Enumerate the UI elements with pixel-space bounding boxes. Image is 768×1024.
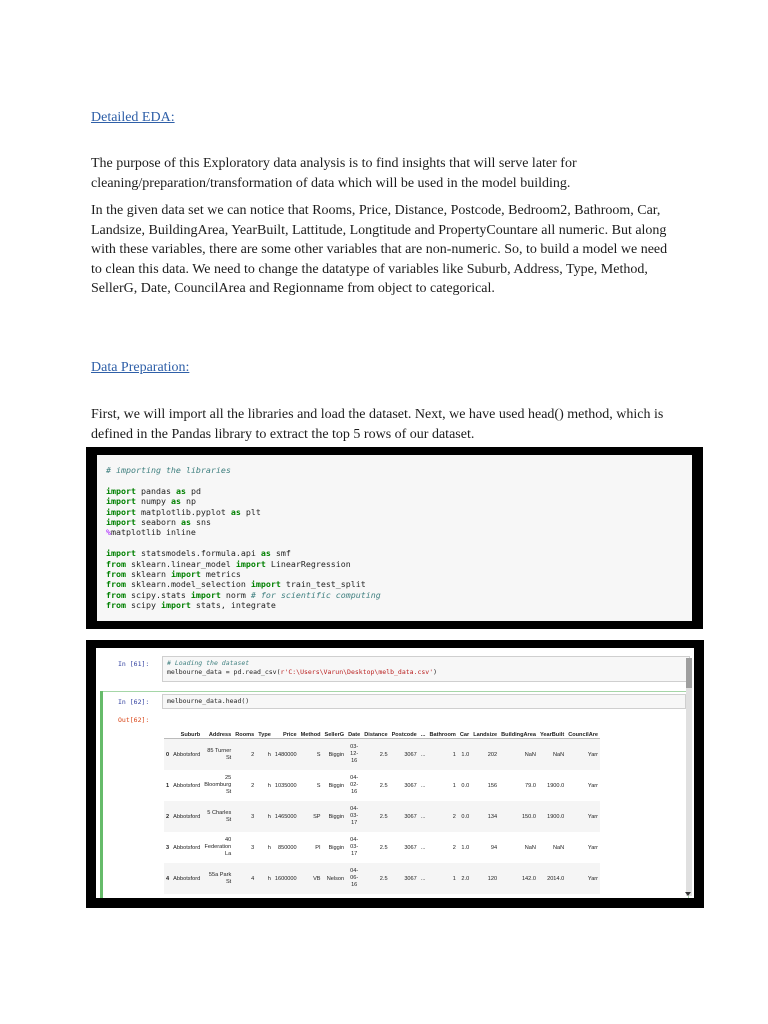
code-name: metrics <box>200 569 241 580</box>
table-cell: Biggin <box>323 801 347 832</box>
code-keyword: import <box>106 496 136 507</box>
table-cell: h <box>256 801 273 832</box>
table-cell: 2.5 <box>362 739 389 771</box>
code-name: stats, integrate <box>190 600 276 611</box>
table-cell: 1.0 <box>461 844 470 851</box>
table-cell: S <box>299 739 323 771</box>
code-keyword: import <box>190 589 221 600</box>
code-module: matplotlib.pyplot <box>135 506 231 517</box>
table-cell: 2.0 <box>458 863 471 894</box>
scroll-down-arrow-icon[interactable] <box>685 892 691 896</box>
column-header: Type <box>256 722 273 739</box>
notebook-area <box>96 648 694 898</box>
from-import-line <box>106 569 683 579</box>
table-cell: 04- 03- 17 <box>350 837 359 857</box>
table-cell: 2.5 <box>379 844 388 851</box>
code-comment: # for scientific computing <box>250 589 381 600</box>
table-cell: 40 Federation La <box>204 837 232 857</box>
table-cell: SP <box>299 801 323 832</box>
eda-heading[interactable]: Detailed EDA: <box>91 110 175 125</box>
code-keyword: import <box>106 548 136 559</box>
dataframe-table <box>164 722 600 894</box>
code-keyword: from <box>106 558 126 569</box>
table-cell: Abbotsford <box>173 782 201 789</box>
code-keyword: as <box>260 548 271 559</box>
code-keyword: from <box>106 569 126 580</box>
table-cell: Yarr <box>587 844 599 851</box>
column-header: Distance <box>362 722 389 739</box>
row-index: 4 <box>164 863 171 894</box>
import-line <box>106 548 683 558</box>
code-keyword: import <box>160 600 191 611</box>
row-index: 0 <box>164 739 171 771</box>
code-name: pd <box>185 485 201 496</box>
code-name: plt <box>240 506 261 517</box>
table-cell: 1900.0 <box>547 782 565 789</box>
table-cell: ... <box>420 782 426 789</box>
column-header: Car <box>458 722 471 739</box>
cell1-code-path: r'C:\Users\Varun\Desktop\melb_data.csv' <box>280 667 434 676</box>
row-index: 3 <box>166 844 170 851</box>
code-keyword: import <box>170 569 201 580</box>
table-header-row <box>164 722 600 739</box>
table-cell: 134 <box>471 801 499 832</box>
column-header: CouncilAre <box>566 722 600 739</box>
code-keyword: as <box>180 517 191 528</box>
table-cell: 04- 06- 16 <box>346 863 362 894</box>
table-cell: 04- 02- 16 <box>350 775 359 795</box>
column-header: Bathroom <box>427 722 457 739</box>
table-cell: 1 <box>427 739 457 771</box>
code-keyword: import <box>106 506 136 517</box>
table-cell: 156 <box>487 782 498 789</box>
table-cell: Biggin <box>328 844 345 851</box>
vertical-scrollbar[interactable] <box>686 658 692 896</box>
table-cell: VB <box>299 863 323 894</box>
import-line <box>106 496 683 506</box>
code-keyword: import <box>106 485 136 496</box>
code-module: scipy <box>125 600 161 611</box>
column-header: Landsize <box>471 722 499 739</box>
table-cell: ... <box>420 844 426 851</box>
code-name: train_test_split <box>280 579 366 590</box>
table-cell: 2 <box>251 782 255 789</box>
table-cell: 25 Bloomburg St <box>204 775 232 795</box>
code-name: norm <box>220 589 251 600</box>
cell1-prompt: In [61]: <box>118 660 150 668</box>
table-row <box>164 801 600 832</box>
notebook-screenshot <box>86 640 704 908</box>
code-name: LinearRegression <box>265 558 351 569</box>
column-header: SellerG <box>323 722 347 739</box>
table-cell: 120 <box>471 863 499 894</box>
table-cell: NaN <box>552 844 565 851</box>
code-module: sklearn.model_selection <box>125 579 251 590</box>
table-cell: 03- 12- 16 <box>346 739 362 771</box>
table-cell: NaN <box>538 739 566 771</box>
from-import-line <box>106 600 683 610</box>
from-import-line <box>106 590 683 600</box>
from-import-line <box>106 579 683 589</box>
table-cell: 142.0 <box>499 863 538 894</box>
statsmodels-line <box>106 548 683 558</box>
table-cell: Biggin <box>323 739 347 771</box>
row-index: 1 <box>166 782 170 789</box>
cell1-code <box>167 668 685 677</box>
code-module: sklearn.linear_model <box>125 558 236 569</box>
table-cell: 04- 03- 17 <box>346 801 362 832</box>
table-cell: PI <box>315 844 321 851</box>
table-cell: 1465000 <box>273 801 299 832</box>
magic-line <box>106 527 683 537</box>
table-cell: Yarr <box>566 863 600 894</box>
import-line <box>106 486 683 496</box>
cell1-code-call: melbourne_data = pd.read_csv( <box>167 667 281 676</box>
magic-percent: % <box>106 527 111 538</box>
cell2-input[interactable] <box>162 694 686 709</box>
table-cell: Yarr <box>566 739 600 771</box>
table-cell: 3067 <box>404 782 417 789</box>
table-cell: 2.5 <box>362 863 389 894</box>
code-keyword: import <box>235 558 266 569</box>
code-module: statsmodels.formula.api <box>135 548 261 559</box>
cell1-input[interactable] <box>162 656 690 682</box>
column-header: Address <box>202 722 233 739</box>
data-preparation-heading[interactable]: Data Preparation: <box>91 360 190 375</box>
table-cell: ... <box>419 801 428 832</box>
code-keyword: from <box>106 600 126 611</box>
table-cell: S <box>316 782 321 789</box>
row-index: 2 <box>164 801 171 832</box>
column-header: ... <box>419 722 428 739</box>
table-cell: 4 <box>233 863 256 894</box>
magic-command: matplotlib inline <box>111 527 196 538</box>
table-cell: Abbotsford <box>171 863 202 894</box>
table-cell: 55a Park St <box>202 863 233 894</box>
table-cell: 850000 <box>277 844 297 851</box>
data-preparation-paragraph: First, we will import all the libraries and load the dataset. Next, we have used head() method, which is defined in the Pandas library to extract the top 5 rows of our dataset. <box>91 407 664 442</box>
code-keyword: import <box>250 579 281 590</box>
cell2-prompt: In [62]: <box>118 698 150 706</box>
table-cell: 2.5 <box>362 801 389 832</box>
table-row <box>164 863 600 894</box>
code-name: np <box>180 496 196 507</box>
table-cell: h <box>267 782 271 789</box>
table-cell: 1 <box>452 782 456 789</box>
code-keyword: as <box>230 506 241 517</box>
table-cell: h <box>256 739 273 771</box>
table-cell: 3067 <box>404 844 417 851</box>
table-cell: 2 <box>452 844 456 851</box>
code-name: smf <box>270 548 291 559</box>
table-cell: Abbotsford <box>171 801 202 832</box>
code-comment: # importing the libraries <box>106 465 231 475</box>
table-cell: 3 <box>251 844 255 851</box>
table-cell: 2 <box>427 801 457 832</box>
cell2-code: melbourne_data.head() <box>167 697 250 705</box>
code-module: sklearn <box>125 569 171 580</box>
table-cell: 1480000 <box>273 739 299 771</box>
table-cell: 94 <box>490 844 498 851</box>
table-cell: 79.0 <box>525 782 536 789</box>
code-name: sns <box>190 517 211 528</box>
out-prompt: Out[62]: <box>118 716 150 724</box>
table-cell: 202 <box>471 739 499 771</box>
column-header: Suburb <box>171 722 202 739</box>
column-header: Method <box>299 722 323 739</box>
table-cell: 1900.0 <box>538 801 566 832</box>
table-cell: Biggin <box>328 782 345 789</box>
table-cell: 85 Turner St <box>202 739 233 771</box>
table-cell: 0.0 <box>458 801 471 832</box>
code-module: pandas <box>135 485 176 496</box>
code-keyword: as <box>175 485 186 496</box>
column-header <box>164 722 171 739</box>
table-cell: 0.0 <box>461 782 470 789</box>
from-import-lines <box>106 559 683 611</box>
code-keyword: as <box>170 496 181 507</box>
import-line <box>106 507 683 517</box>
table-row <box>164 832 600 863</box>
import-lines <box>106 486 683 528</box>
table-cell: h <box>267 844 271 851</box>
column-header: Rooms <box>233 722 256 739</box>
code-module: numpy <box>135 496 171 507</box>
table-row <box>164 770 600 801</box>
table-cell: Yarr <box>587 782 599 789</box>
code-module: scipy.stats <box>125 589 191 600</box>
table-cell: 150.0 <box>499 801 538 832</box>
table-cell: Abbotsford <box>173 844 201 851</box>
table-cell: 3067 <box>390 863 419 894</box>
import-code-screenshot <box>86 447 703 629</box>
table-cell: 1600000 <box>273 863 299 894</box>
table-cell: 1035000 <box>274 782 297 789</box>
table-cell: 2 <box>233 739 256 771</box>
table-cell: NaN <box>524 844 536 851</box>
table-cell: Yarr <box>566 801 600 832</box>
table-cell: 1 <box>427 863 457 894</box>
table-cell: 2014.0 <box>538 863 566 894</box>
table-cell: 5 Charles St <box>202 801 233 832</box>
column-header: Price <box>273 722 299 739</box>
code-keyword: from <box>106 589 126 600</box>
eda-paragraph-2: In the given data set we can notice that Rooms, Price, Distance, Postcode, Bedroom2, Bathroom, Car, Landsize, BuildingArea, YearBuilt, Lattitude, Longtitude and PropertyCountare all numeric. But along with these variables, there are some other variables that are non-numeric. So, to build a model we need to clean this data. We need to change the datatype of variables like Suburb, Address, Type, Method, SellerG, Date, CouncilArea and Regionname from object to categorical. <box>91 203 668 296</box>
column-header: BuildingArea <box>499 722 538 739</box>
table-cell: 2.5 <box>379 782 388 789</box>
code-keyword: from <box>106 579 126 590</box>
table-cell: 3 <box>233 801 256 832</box>
column-header: Postcode <box>390 722 419 739</box>
table-cell: Abbotsford <box>171 739 202 771</box>
table-cell: 3067 <box>390 739 419 771</box>
code-keyword: import <box>106 517 136 528</box>
cell1-code-close: ) <box>433 667 438 676</box>
table-cell: 1.0 <box>458 739 471 771</box>
code-cell <box>97 455 692 621</box>
table-cell: ... <box>419 863 428 894</box>
from-import-line <box>106 559 683 569</box>
code-module: seaborn <box>135 517 181 528</box>
cell1-comment: # Loading the dataset <box>167 659 250 667</box>
column-header: YearBuilt <box>538 722 566 739</box>
import-line <box>106 517 683 527</box>
table-cell: Nelson <box>323 863 347 894</box>
table-cell: 3067 <box>390 801 419 832</box>
table-cell: h <box>256 863 273 894</box>
table-cell: NaN <box>499 739 538 771</box>
scrollbar-thumb[interactable] <box>686 658 692 688</box>
column-header: Date <box>346 722 362 739</box>
eda-paragraph-1: The purpose of this Exploratory data analysis is to find insights that will serve later for cleaning/preparation/transformation of data which will be used in the model building. <box>91 156 577 191</box>
table-row <box>164 739 600 771</box>
table-cell: ... <box>419 739 428 771</box>
